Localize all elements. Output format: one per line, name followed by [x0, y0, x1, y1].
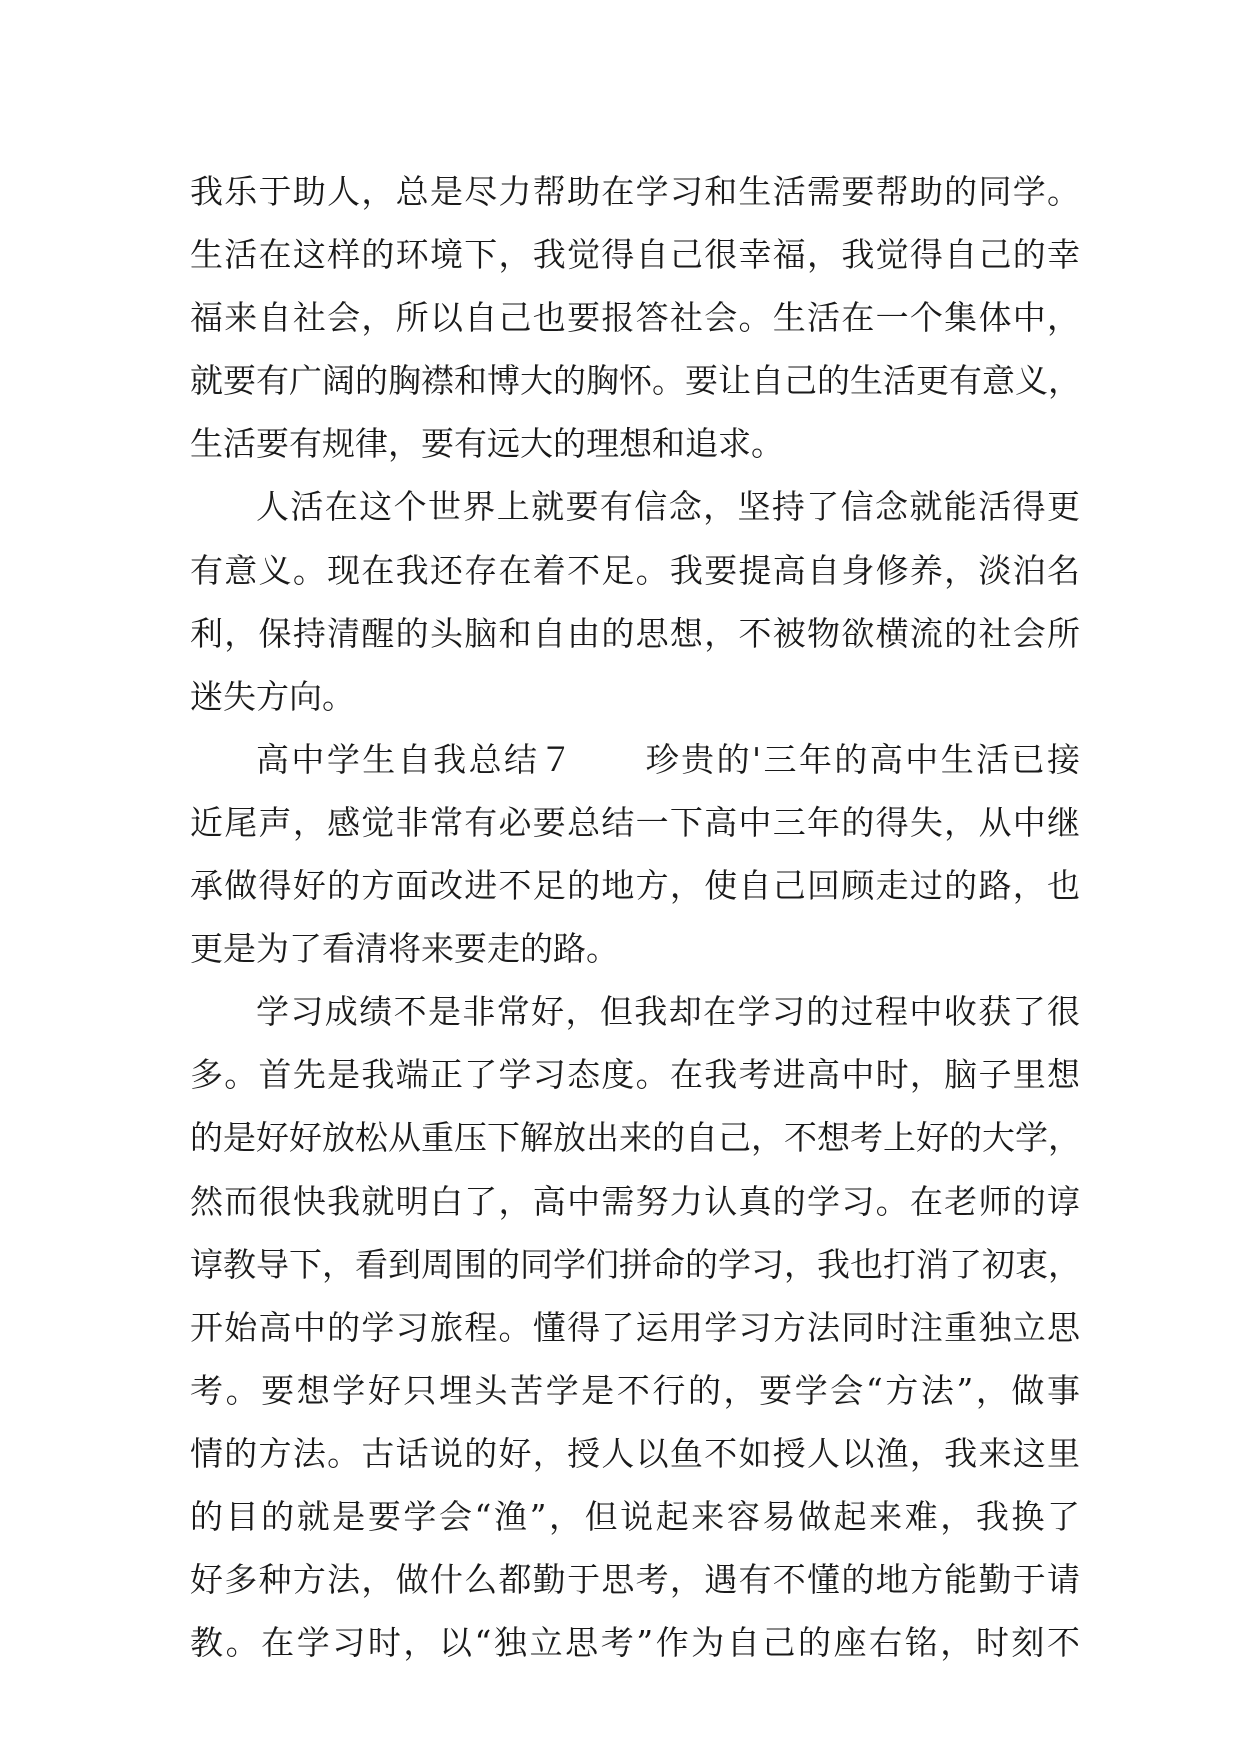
- section-heading-line: 高中学生自我总结７ 珍贵的'三年的高中生活已接: [256, 739, 1080, 779]
- text-line: 好多种方法，做什么都勤于思考，遇有不懂的地方能勤于请: [190, 1560, 1080, 1600]
- text-line: 教。在学习时，以“独立思考”作为自己的座右铭，时刻不: [190, 1623, 1080, 1663]
- text-line: 近尾声，感觉非常有必要总结一下高中三年的得失，从中继: [190, 802, 1080, 842]
- text-line: 开始高中的学习旅程。懂得了运用学习方法同时注重独立思: [190, 1307, 1080, 1347]
- text-line: 多。首先是我端正了学习态度。在我考进高中时，脑子里想: [190, 1055, 1080, 1095]
- text-line: 承做得好的方面改进不足的地方，使自己回顾走过的路，也: [190, 866, 1080, 906]
- text-line: 考。要想学好只埋头苦学是不行的，要学会“方法”，做事: [190, 1370, 1080, 1410]
- text-line: 的目的就是要学会“渔”，但说起来容易做起来难，我换了: [190, 1496, 1080, 1536]
- text-line: 利，保持清醒的头脑和自由的思想，不被物欲横流的社会所: [190, 613, 1080, 653]
- text-line: 学习成绩不是非常好，但我却在学习的过程中收获了很: [256, 992, 1080, 1032]
- text-line: 生活在这样的环境下，我觉得自己很幸福，我觉得自己的幸: [190, 235, 1080, 275]
- text-line: 我乐于助人，总是尽力帮助在学习和生活需要帮助的同学。: [190, 172, 1080, 211]
- text-line: 谆教导下，看到周围的同学们拼命的学习，我也打消了初衷，: [190, 1244, 1081, 1284]
- text-line: 福来自社会，所以自己也要报答社会。生活在一个集体中，: [190, 298, 1080, 338]
- text-line: 有意义。现在我还存在着不足。我要提高自身修养，淡泊名: [190, 550, 1080, 590]
- text-line: 迷失方向。: [190, 676, 355, 716]
- text-line: 更是为了看清将来要走的路。: [190, 929, 619, 969]
- text-line: 的是好好放松从重压下解放出来的自己，不想考上好的大学，: [190, 1118, 1081, 1158]
- text-line: 生活要有规律，要有远大的理想和追求。: [190, 424, 784, 464]
- text-line: 情的方法。古话说的好，授人以鱼不如授人以渔，我来这里: [190, 1433, 1080, 1473]
- text-line: 就要有广阔的胸襟和博大的胸怀。要让自己的生活更有意义，: [190, 361, 1081, 401]
- text-line: 然而很快我就明白了，高中需努力认真的学习。在老师的谆: [190, 1181, 1080, 1221]
- text-line: 人活在这个世界上就要有信念，坚持了信念就能活得更: [256, 487, 1080, 527]
- body-text: [190, 160, 1080, 1674]
